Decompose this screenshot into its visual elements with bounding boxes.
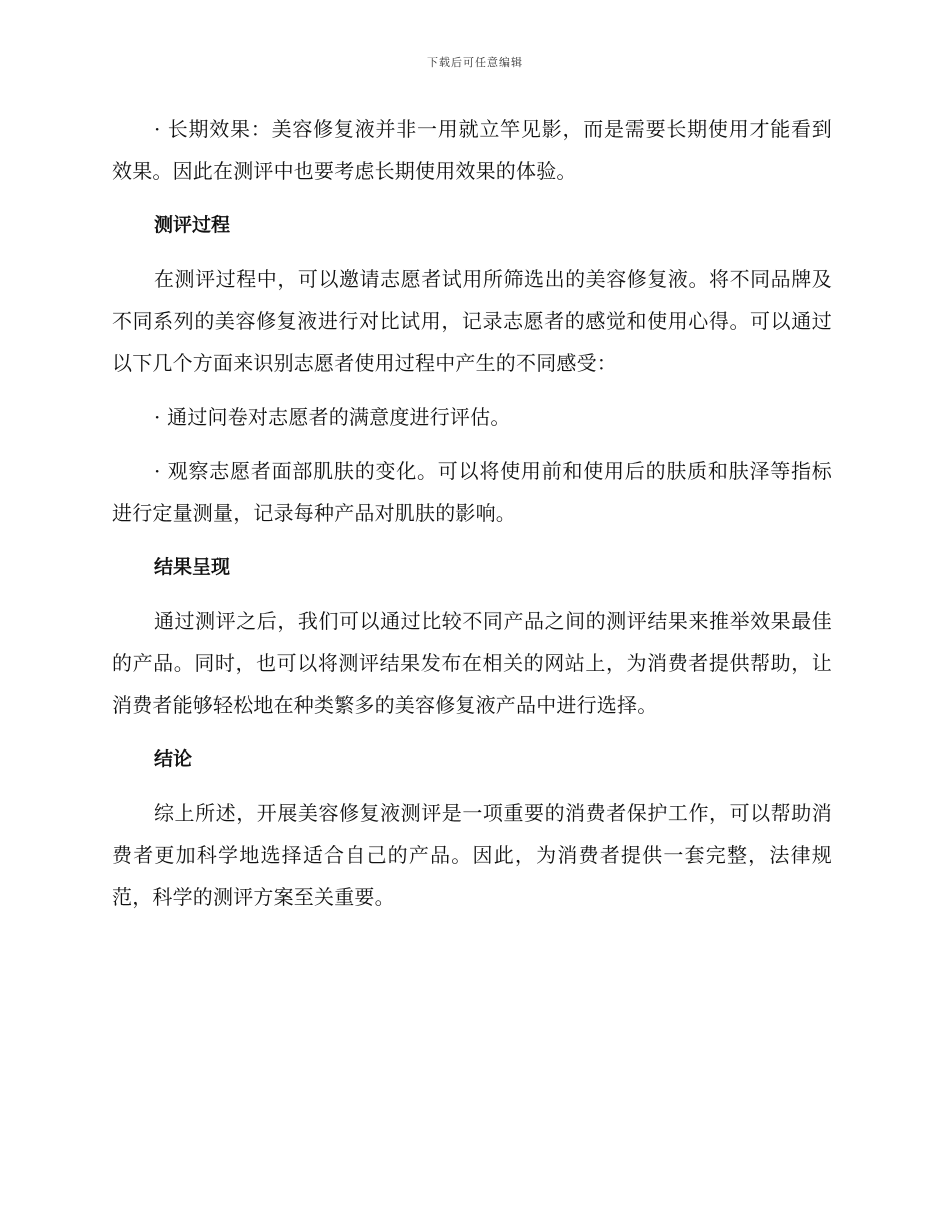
- paragraph-process: 在测评过程中，可以邀请志愿者试用所筛选出的美容修复液。将不同品牌及不同系列的美容修复液进行对比试用，记录志愿者的感觉和使用心得。可以通过以下几个方面来识别志愿者使用过程中产生的不同感受：: [112, 267, 832, 375]
- section-heading-process: 测评过程: [154, 214, 231, 236]
- paragraph-results: 通过测评之后，我们可以通过比较不同产品之间的测评结果来推举效果最佳的产品。同时，也可以将测评结果发布在相关的网站上，为消费者提供帮助，让消费者能够轻松地在种类繁多的美容修复液产品中进行选择。: [112, 609, 832, 717]
- bullet-observe-skin: · 观察志愿者面部肌肤的变化。可以将使用前和使用后的肤质和肤泽等指标进行定量测量，记录每种产品对肌肤的影响。: [112, 459, 832, 525]
- document-body: [112, 108, 832, 930]
- bullet-survey: · 通过问卷对志愿者的满意度进行评估。: [154, 405, 511, 429]
- header-note: 下载后可任意编辑: [427, 56, 523, 69]
- paragraph-long-term-effect: · 长期效果：美容修复液并非一用就立竿见影，而是需要长期使用才能看到效果。因此在测评中也要考虑长期使用效果的体验。: [112, 117, 832, 183]
- section-heading-conclusion: 结论: [154, 748, 193, 770]
- section-heading-results: 结果呈现: [154, 556, 231, 578]
- paragraph-conclusion: 综上所述，开展美容修复液测评是一项重要的消费者保护工作，可以帮助消费者更加科学地选择适合自己的产品。因此，为消费者提供一套完整，法律规范，科学的测评方案至关重要。: [112, 801, 832, 909]
